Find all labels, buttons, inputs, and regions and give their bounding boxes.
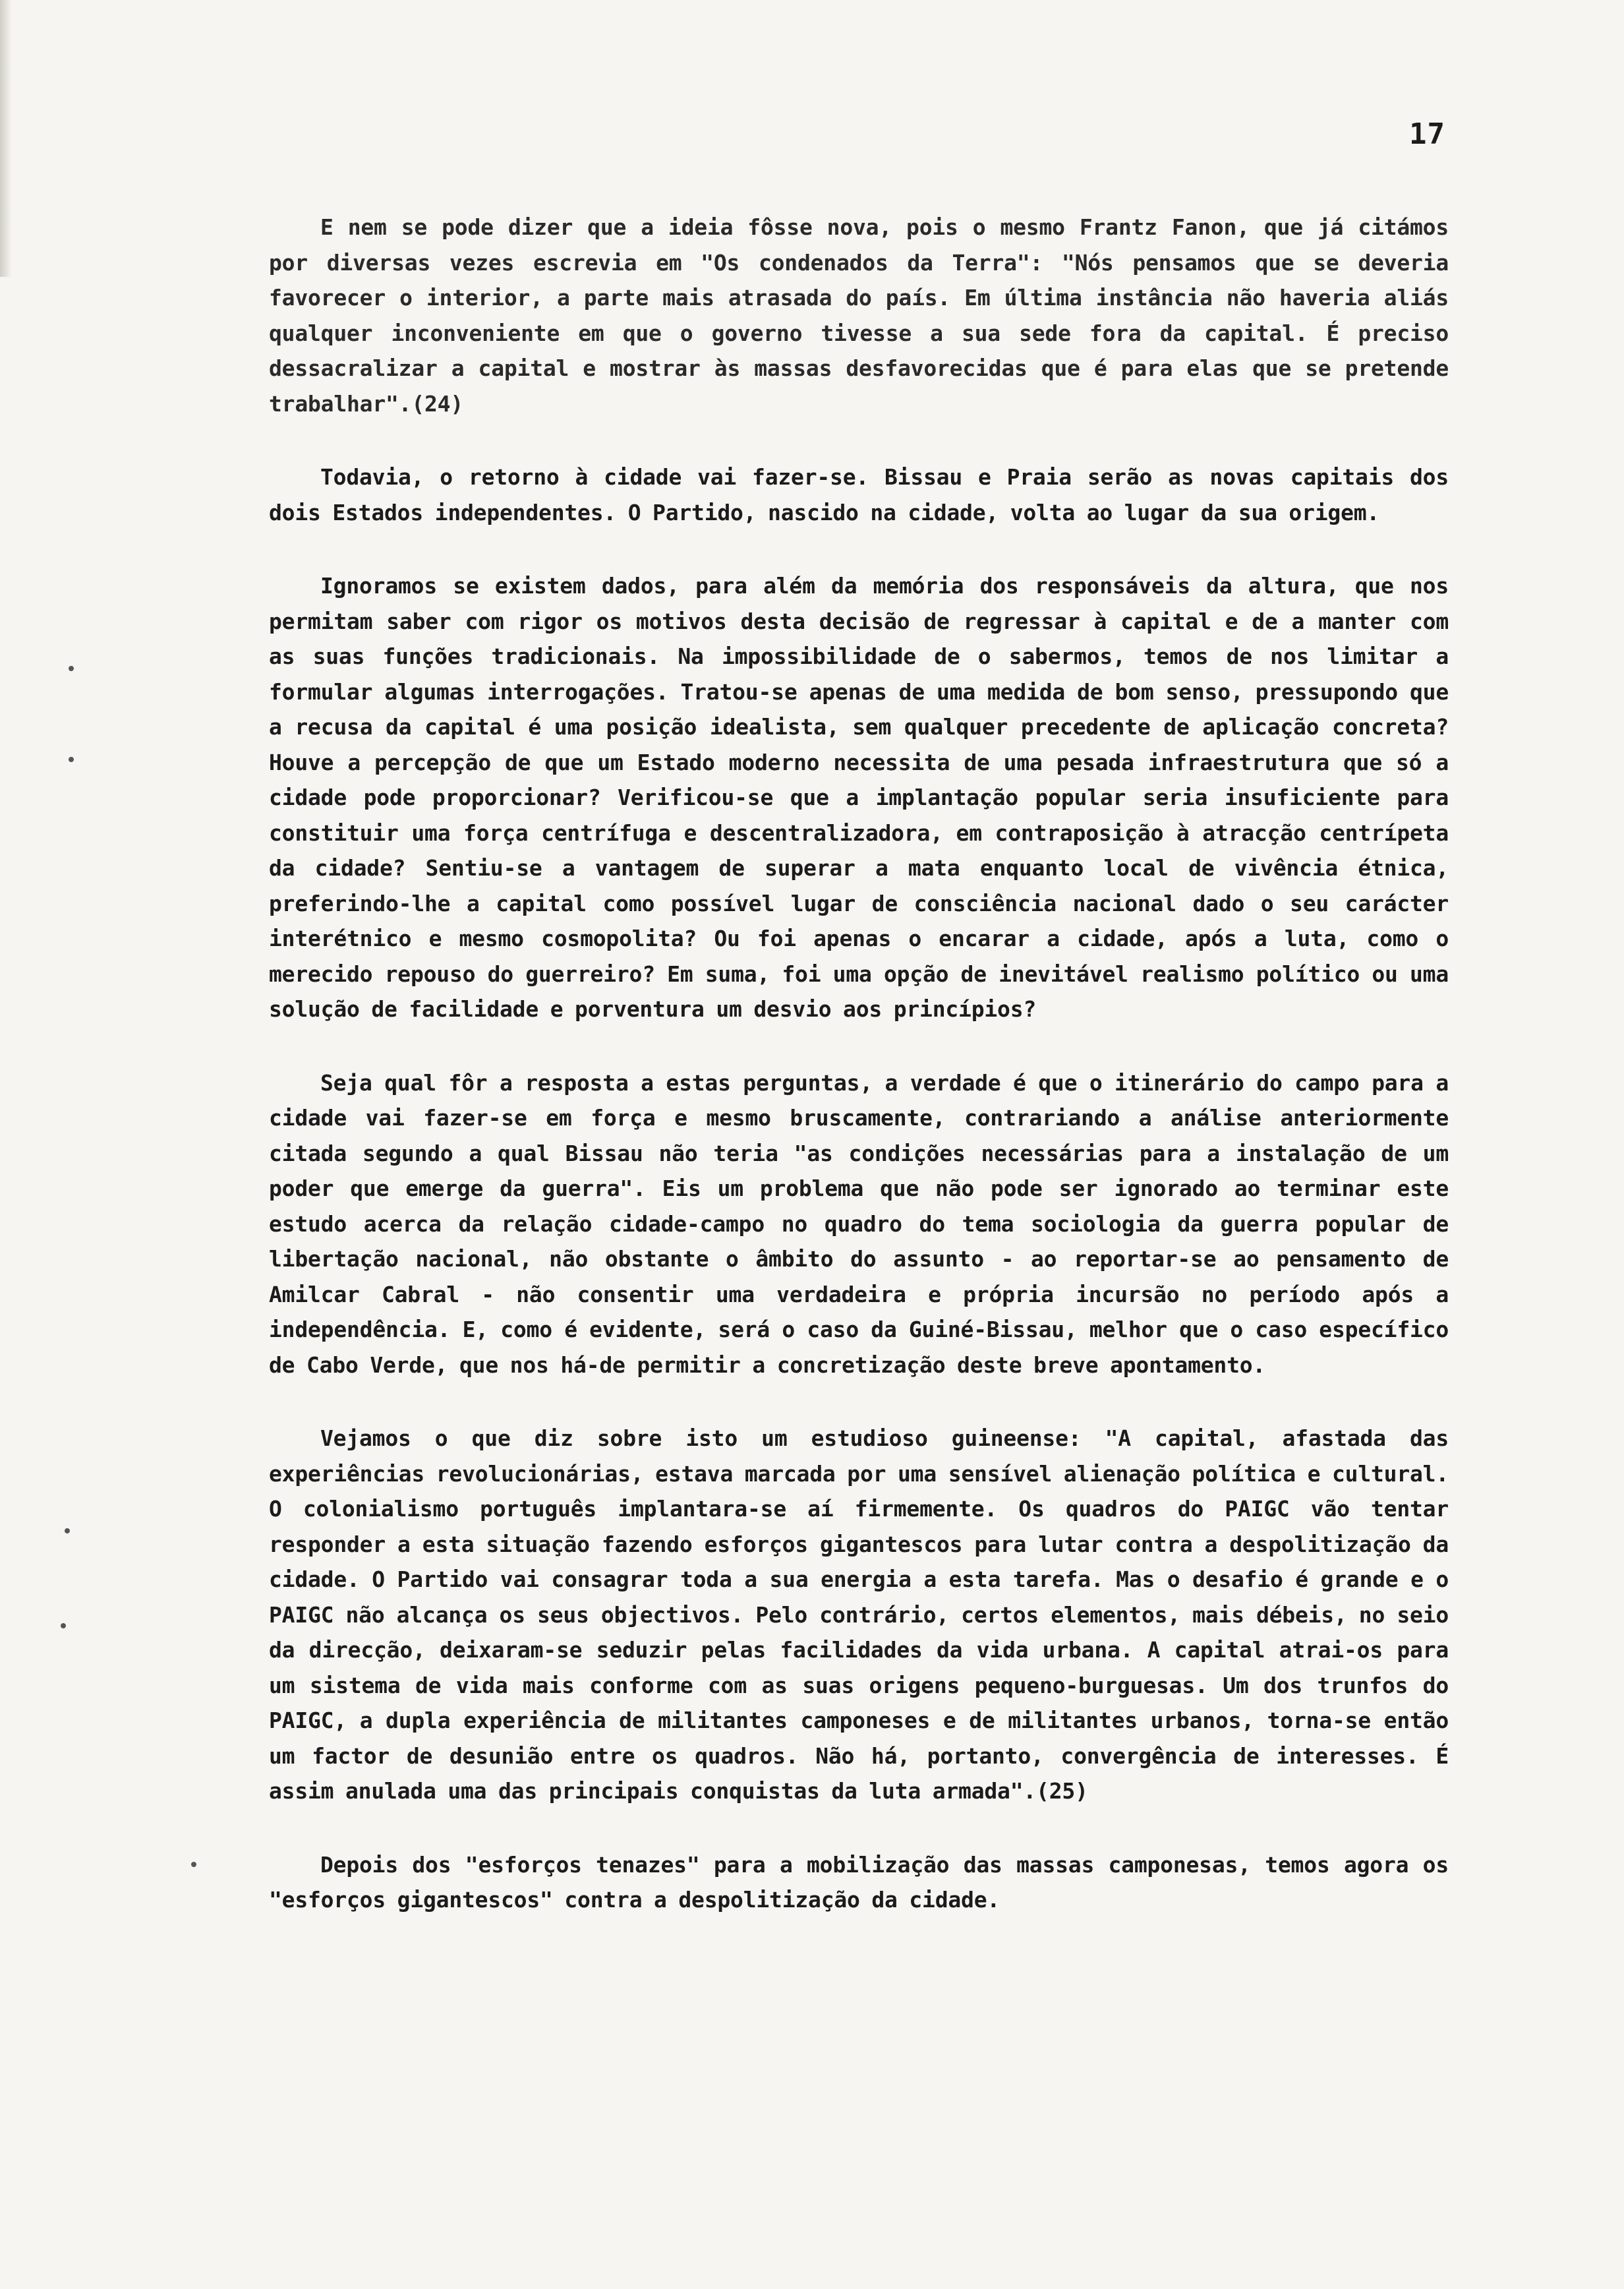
margin-speck xyxy=(191,1862,196,1867)
paragraph-guinean-scholar-quote: Vejamos o que diz sobre isto um estudioso guineense: "A capital, afastada das experiências revolucionárias, estava marcada por uma sensível alienação política e cultural. O colonialismo português implantara-se aí firmemente. Os quadros do PAIGC vão tentar responder a esta situação fazendo esforços gigantescos para lutar contra a despolitização da cidade. O Partido vai consagrar toda a sua energia a esta tarefa. Mas o desafio é grande e o PAIGC não alcança os seus objectivos. Pelo contrário, certos elementos, mais débeis, no seio da direcção, deixaram-se seduzir pelas facilidades da vida urbana. A capital atrai-os para um sistema de vida mais conforme com as suas origens pequeno-burguesas. Um dos trunfos do PAIGC, a dupla experiência de militantes camponeses e de militantes urbanos, torna-se então um factor de desunião entre os quadros. Não há, portanto, convergência de interesses. É assim anulada uma das principais conquistas da luta armada".(25) xyxy=(269,1425,1449,1804)
margin-speck xyxy=(69,666,74,671)
paragraph-return-to-city: Todavia, o retorno à cidade vai fazer-se. Bissau e Praia serão as novas capitais dos dois Estados independentes. O Partido, nascido na cidade, volta ao lugar da sua origem. xyxy=(269,464,1449,525)
paragraph-conclusion: Depois dos "esforços tenazes" para a mobilização das massas camponesas, temos agora os "esforços gigantescos" contra a despolitização da cidade. xyxy=(269,1851,1449,1913)
margin-speck xyxy=(69,757,74,762)
margin-speck xyxy=(61,1623,66,1628)
paragraph-fanon-quote: E nem se pode dizer que a ideia fôsse nova, pois o mesmo Frantz Fanon, que já citámos por diversas vezes escrevia em "Os condenados da Terra": "Nós pensamos que se deveria favorecer o interior, a parte mais atrasada do país. Em última instância não haveria aliás qualquer inconveniente em que o governo tivesse a sua sede fora da capital. É preciso dessacralizar a capital e mostrar às massas desfavorecidas que é para elas que se pretende trabalhar".(24) xyxy=(269,214,1449,417)
body-text xyxy=(269,210,1449,1956)
scan-edge-shadow xyxy=(0,0,12,277)
paragraph-interrogations: Ignoramos se existem dados, para além da memória dos responsáveis da altura, que nos permitam saber com rigor os motivos desta decisão de regressar à capital e de a manter com as suas funções tradicionais. Na impossibilidade de o sabermos, temos de nos limitar a formular algumas interrogações. Tratou-se apenas de uma medida de bom senso, pressupondo que a recusa da capital é uma posição idealista, sem qualquer precedente de aplicação concreta? Houve a percepção de que um Estado moderno necessita de uma pesada infraestrutura que só a cidade pode proporcionar? Verificou-se que a implantação popular seria insuficiente para constituir uma força centrífuga e descentralizadora, em contraposição à atracção centrípeta da cidade? Sentiu-se a vantagem de superar a mata enquanto local de vivência étnica, preferindo-lhe a capital como possível lugar de consciência nacional dado o seu carácter interétnico e mesmo cosmopolita? Ou foi apenas o encarar a cidade, após a luta, como o merecido repouso do guerreiro? Em suma, foi uma opção de inevitável realismo político ou uma solução de facilidade e porventura um desvio aos princípios? xyxy=(269,573,1449,1022)
margin-speck xyxy=(65,1528,70,1533)
paragraph-itinerary: Seja qual fôr a resposta a estas perguntas, a verdade é que o itinerário do campo para a cidade vai fazer-se em força e mesmo bruscamente, contrariando a análise anteriormente citada segundo a qual Bissau não teria "as condições necessárias para a instalação de um poder que emerge da guerra". Eis um problema que não pode ser ignorado ao terminar este estudo acerca da relação cidade-campo no quadro do tema sociologia da guerra popular de libertação nacional, não obstante o âmbito do assunto - ao reportar-se ao pensamento de Amilcar Cabral - não consentir uma verdadeira e própria incursão no período após a independência. E, como é evidente, será o caso da Guiné-Bissau, melhor que o caso específico de Cabo Verde, que nos há-de permitir a concretização deste breve apontamento. xyxy=(269,1069,1449,1378)
page-number: 17 xyxy=(1409,117,1445,151)
